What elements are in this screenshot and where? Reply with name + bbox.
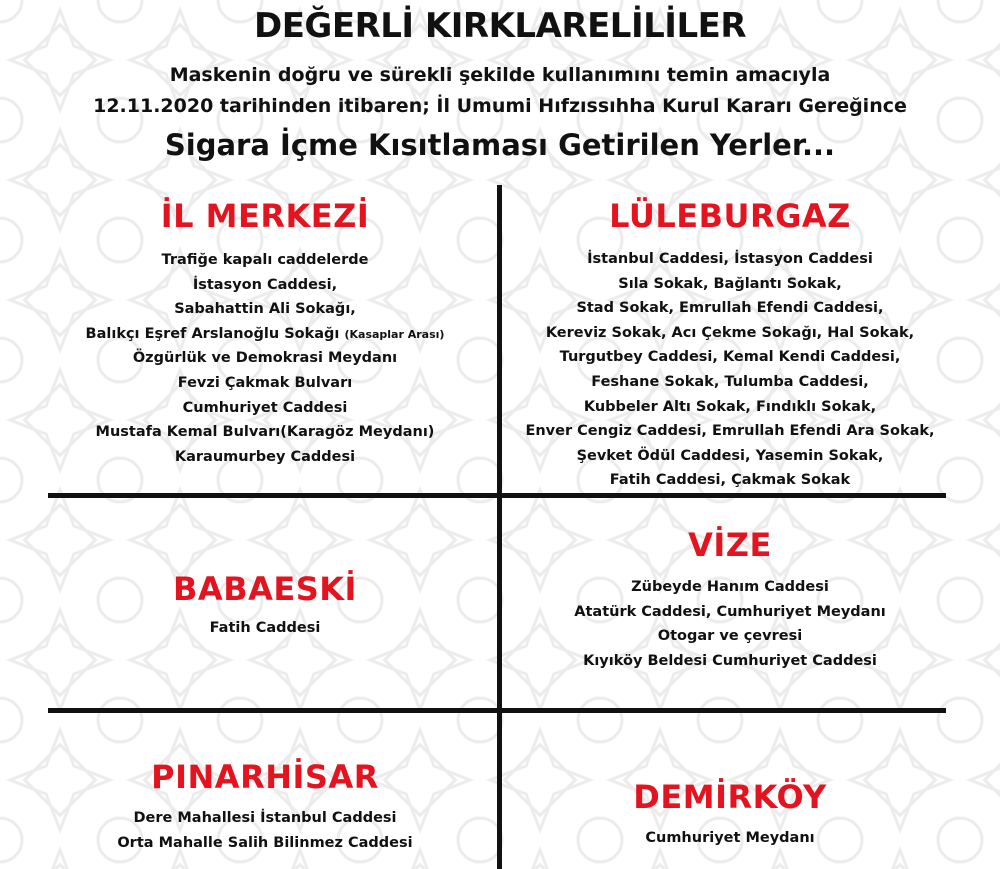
street-list-luleburgaz bbox=[505, 247, 955, 493]
list-item: Cumhuriyet Meydanı bbox=[645, 830, 815, 846]
list-item: Sıla Sokak, Bağlantı Sokak, bbox=[618, 275, 842, 292]
horizontal-divider-1 bbox=[48, 493, 946, 498]
street-list-demirkoy bbox=[505, 826, 955, 851]
list-item: Stad Sokak, Emrullah Efendi Caddesi, bbox=[576, 300, 884, 317]
street-list-vize bbox=[505, 575, 955, 673]
district-babaeski: BABAESKİ bbox=[173, 570, 357, 608]
list-item: Fatih Caddesi, Çakmak Sokak bbox=[609, 472, 851, 489]
list-item: Enver Cengiz Caddesi, Emrullah Efendi Ara Sokak, bbox=[525, 423, 935, 440]
subtitle-line-1: Maskenin doğru ve sürekli şekilde kullanımını temin amacıyla bbox=[169, 64, 831, 86]
page-title: DEĞERLİ KIRKLARELİLİLER bbox=[253, 6, 747, 46]
list-item: İstasyon Caddesi, bbox=[192, 276, 338, 293]
list-item-text: Balıkçı Eşref Arslanoğlu Sokağı bbox=[85, 325, 340, 342]
list-item: Orta Mahalle Salih Bilinmez Caddesi bbox=[117, 834, 413, 851]
list-item: Turgutbey Caddesi, Kemal Kendi Caddesi, bbox=[559, 349, 901, 366]
list-item: Atatürk Caddesi, Cumhuriyet Meydanı bbox=[574, 603, 886, 620]
list-item: Kubbeler Altı Sokak, Fındıklı Sokak, bbox=[583, 398, 877, 415]
headline: Sigara İçme Kısıtlaması Getirilen Yerler... bbox=[164, 128, 836, 162]
street-list-pinarhisar bbox=[40, 806, 490, 855]
list-item: Şevket Ödül Caddesi, Yasemin Sokak, bbox=[576, 447, 884, 464]
list-item: Sabahattin Ali Sokağı, bbox=[174, 301, 356, 318]
list-item: Karaumurbey Caddesi bbox=[174, 448, 356, 465]
list-item: Fevzi Çakmak Bulvarı bbox=[177, 374, 353, 391]
district-pinarhisar: PINARHİSAR bbox=[151, 758, 379, 796]
list-item: Dere Mahallesi İstanbul Caddesi bbox=[133, 810, 397, 826]
list-item: Özgürlük ve Demokrasi Meydanı bbox=[132, 350, 398, 367]
district-demirkoy: DEMİRKÖY bbox=[633, 778, 827, 816]
list-item: Kereviz Sokak, Acı Çekme Sokağı, Hal Sokak, bbox=[545, 324, 915, 341]
street-list-il-merkezi bbox=[40, 248, 490, 469]
street-list-babaeski bbox=[40, 616, 490, 641]
list-item: Zübeyde Hanım Caddesi bbox=[631, 579, 829, 595]
district-vize: VİZE bbox=[688, 526, 772, 564]
district-luleburgaz: LÜLEBURGAZ bbox=[609, 197, 851, 235]
list-item: Kıyıköy Beldesi Cumhuriyet Caddesi bbox=[583, 652, 877, 669]
list-item: Mustafa Kemal Bulvarı(Karagöz Meydanı) bbox=[95, 424, 435, 441]
list-item-with-note bbox=[40, 322, 490, 347]
list-item: Cumhuriyet Caddesi bbox=[182, 399, 348, 416]
list-item: Trafiğe kapalı caddelerde bbox=[161, 252, 369, 268]
list-item: Feshane Sokak, Tulumba Caddesi, bbox=[591, 373, 869, 390]
list-item: İstanbul Caddesi, İstasyon Caddesi bbox=[587, 251, 873, 267]
subtitle-line-2: 12.11.2020 tarihinden itibaren; İl Umumi Hıfzıssıhha Kurul Kararı Gereğince bbox=[93, 95, 907, 117]
vertical-divider bbox=[497, 185, 502, 869]
horizontal-divider-2 bbox=[48, 708, 946, 713]
district-il-merkezi: İL MERKEZİ bbox=[160, 197, 370, 235]
list-item: Otogar ve çevresi bbox=[657, 628, 803, 645]
list-item-note: (Kasaplar Arası) bbox=[344, 327, 445, 341]
list-item: Fatih Caddesi bbox=[209, 620, 321, 636]
